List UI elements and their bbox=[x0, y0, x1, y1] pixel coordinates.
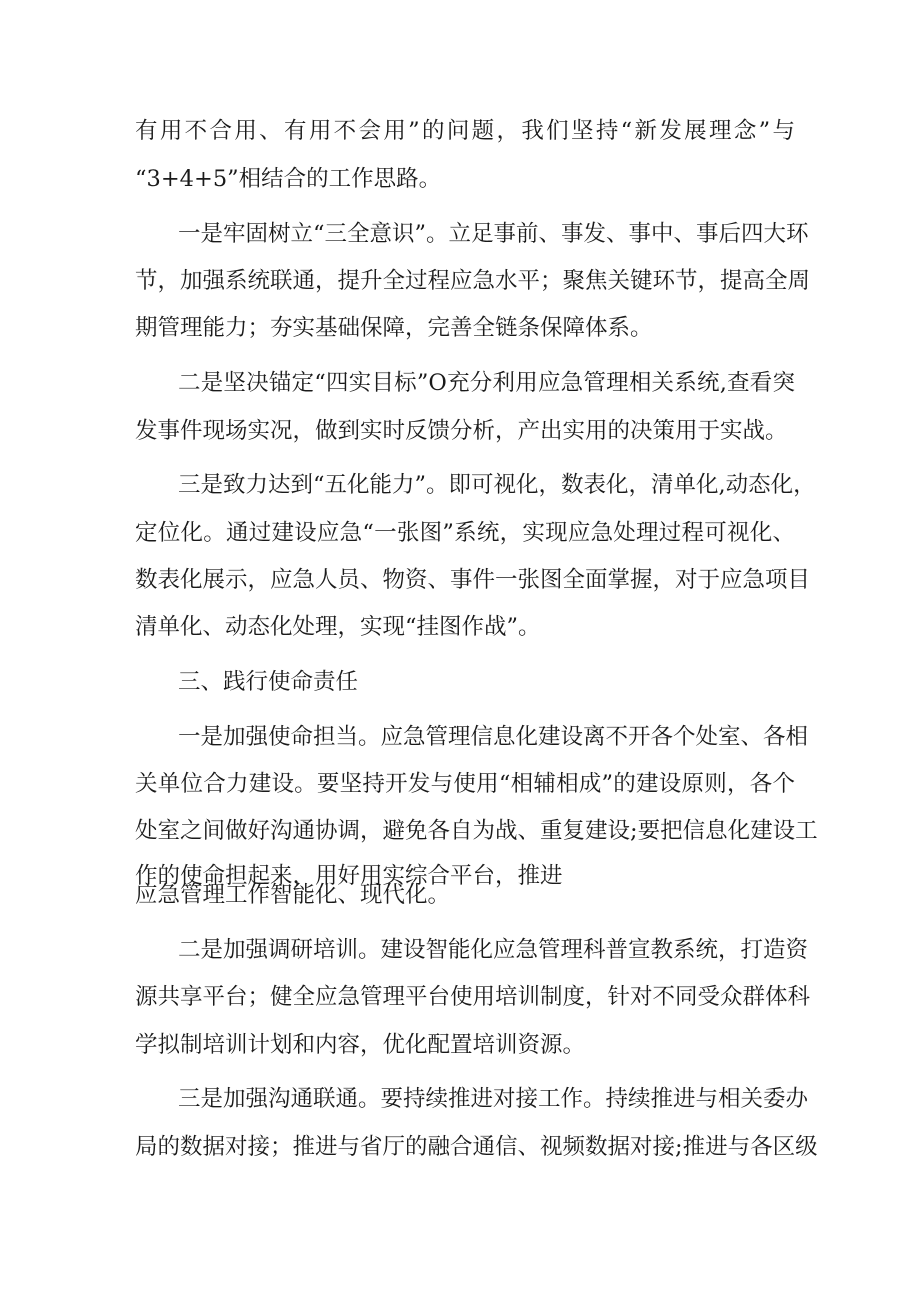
text-line: 定位化。通过建设应急“一张图”系统，实现应急处理过程可视化、 bbox=[135, 520, 795, 546]
section-heading: 三、践行使命责任 bbox=[178, 669, 359, 695]
paragraph-first-line: 一是牢固树立“三全意识”。立足事前、事发、事中、事后四大环 bbox=[178, 221, 809, 247]
text-line: 有用不合用、有用不会用”的问题，我们坚持“新发展理念”与 bbox=[135, 118, 795, 144]
text-line: 期管理能力；夯实基础保障，完善全链条保障体系。 bbox=[135, 315, 653, 341]
text-line: 数表化展示，应急人员、物资、事件一张图全面掌握，对于应急项目 bbox=[135, 567, 811, 593]
text-line: 处室之间做好沟通协调，避免各自为战、重复建设;要把信息化建设工 bbox=[135, 818, 818, 844]
text-line: 源共享平台；健全应急管理平台使用培训制度，针对不同受众群体科 bbox=[135, 984, 811, 1010]
text-line: “3+4+5”相结合的工作思路。 bbox=[135, 166, 442, 192]
paragraph-first-line: 三是致力达到“五化能力”。即可视化，数表化，清单化,动态化， bbox=[178, 472, 816, 498]
paragraph-first-line: 三是加强沟通联通。要持续推进对接工作。持续推进与相关委办 bbox=[178, 1086, 809, 1112]
paragraph-first-line: 一是加强使命担当。应急管理信息化建设离不开各个处室、各相 bbox=[178, 724, 809, 750]
text-line: 学拟制培训计划和内容，优化配置培训资源。 bbox=[135, 1032, 586, 1058]
text-line: 节，加强系统联通，提升全过程应急水平；聚焦关键环节，提高全周 bbox=[135, 268, 811, 294]
paragraph-first-line: 二是加强调研培训。建设智能化应急管理科普宣教系统，打造资 bbox=[178, 937, 809, 963]
text-line: 作的使命担起来，用好用实综合平台，推进 bbox=[135, 863, 563, 889]
paragraph-first-line: 二是坚决锚定“四实目标”O充分利用应急管理相关系统,查看突 bbox=[178, 370, 795, 396]
text-line: 局的数据对接；推进与省厅的融合通信、视频数据对接;推进与各区级 bbox=[135, 1134, 818, 1160]
text-line: 应急管理工作智能化、现代化。 bbox=[135, 882, 451, 908]
text-line: 清单化、动态化处理，实现“挂图作战”。 bbox=[135, 614, 541, 640]
text-line: 发事件现场实况，做到实时反馈分析，产出实用的决策用于实战。 bbox=[135, 418, 788, 444]
text-line: 关单位合力建设。要坚持开发与使用“相辅相成”的建设原则，各个 bbox=[135, 771, 795, 797]
